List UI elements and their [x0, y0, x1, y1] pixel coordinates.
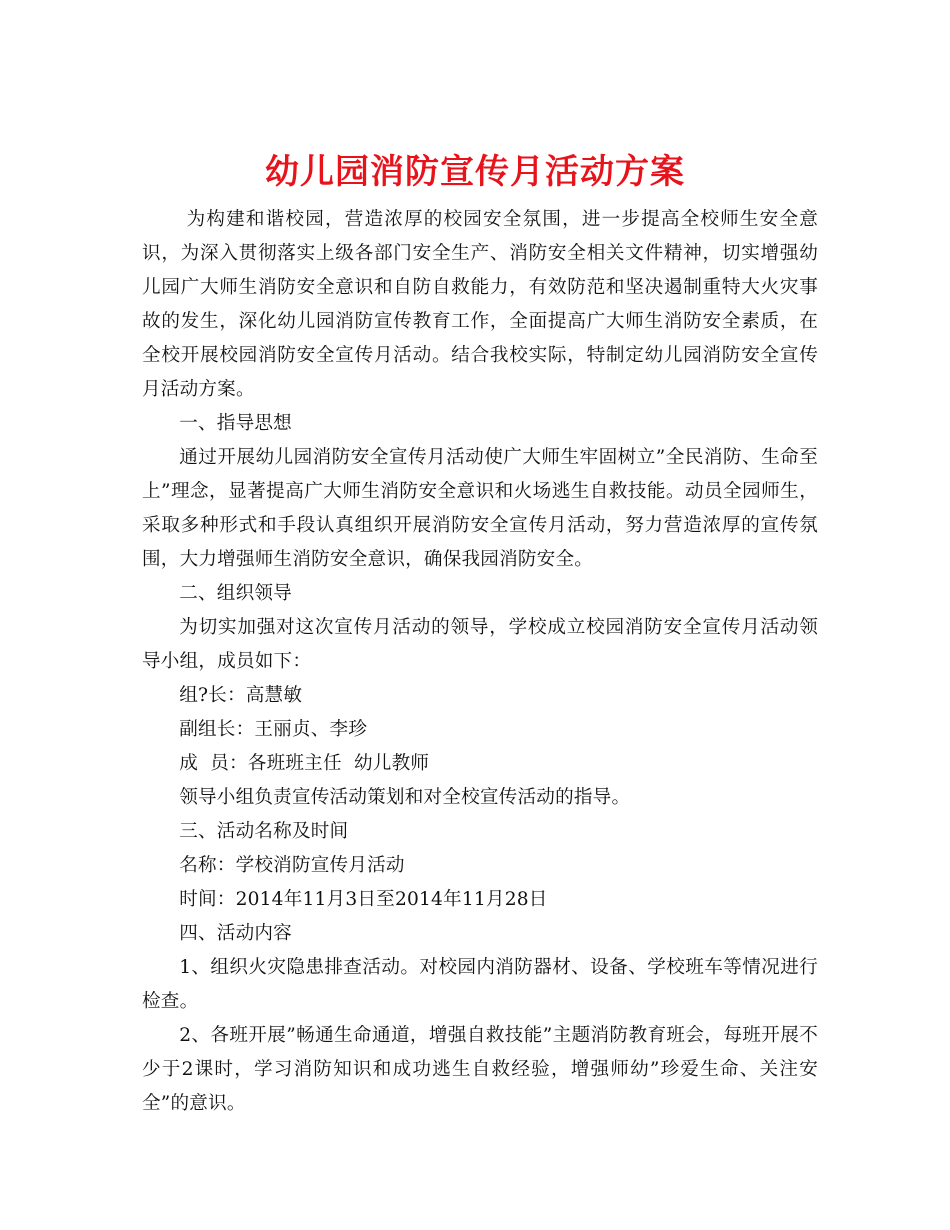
- activity-content-item-2: 2、各班开展”畅通生命通道，增强自救技能”主题消防教育班会，每班开展不少于2课时，学习消防知识和成功逃生自救经验，增强师幼”珍爱生命、关注安全”的意识。: [142, 1025, 818, 1114]
- activity-content-item-1: 1、组织火灾隐患排查活动。对校园内消防器材、设备、学校班车等情况进行检查。: [142, 957, 818, 1012]
- deputy-leader-line: 副组长：王丽贞、李珍: [179, 719, 368, 740]
- section-heading-organization: 二、组织领导: [179, 583, 292, 604]
- activity-time-line: 时间：2014年11月3日至2014年11月28日: [179, 889, 548, 910]
- section-heading-activity-name-time: 三、活动名称及时间: [179, 821, 349, 842]
- intro-paragraph: 为构建和谐校园，营造浓厚的校园安全氛围，进一步提高全校师生安全意识，为深入贯彻落实上级各部门安全生产、消防安全相关文件精神，切实增强幼儿园广大师生消防安全意识和自防自救能力，有效防范和坚决遏制重特大火灾事故的发生，深化幼儿园消防宣传教育工作，全面提高广大师生消防安全素质，在全校开展校园消防安全宣传月活动。结合我校实际，特制定幼儿园消防安全宣传月活动方案。: [142, 209, 818, 400]
- activity-name-line: 名称：学校消防宣传月活动: [179, 855, 405, 876]
- document-title: 幼儿园消防宣传月活动方案: [265, 151, 685, 192]
- document-body: [142, 203, 818, 1121]
- section-heading-activity-content: 四、活动内容: [179, 923, 292, 944]
- leader-line: 组?长：高慧敏: [179, 685, 303, 706]
- organization-paragraph: 为切实加强对这次宣传月活动的领导，学校成立校园消防安全宣传月活动领导小组，成员如下：: [142, 617, 818, 672]
- section-heading-guiding-ideology: 一、指导思想: [179, 413, 292, 434]
- members-line: 成 员：各班班主任 幼儿教师: [179, 753, 430, 774]
- guiding-ideology-paragraph: 通过开展幼儿园消防安全宣传月活动使广大师生牢固树立”全民消防、生命至上”理念，显著提高广大师生消防安全意识和火场逃生自救技能。动员全园师生，采取多种形式和手段认真组织开展消防安全宣传月活动，努力营造浓厚的宣传氛围，大力增强师生消防安全意识，确保我园消防安全。: [142, 447, 818, 570]
- leader-group-responsibility: 领导小组负责宣传活动策划和对全校宣传活动的指导。: [179, 787, 631, 808]
